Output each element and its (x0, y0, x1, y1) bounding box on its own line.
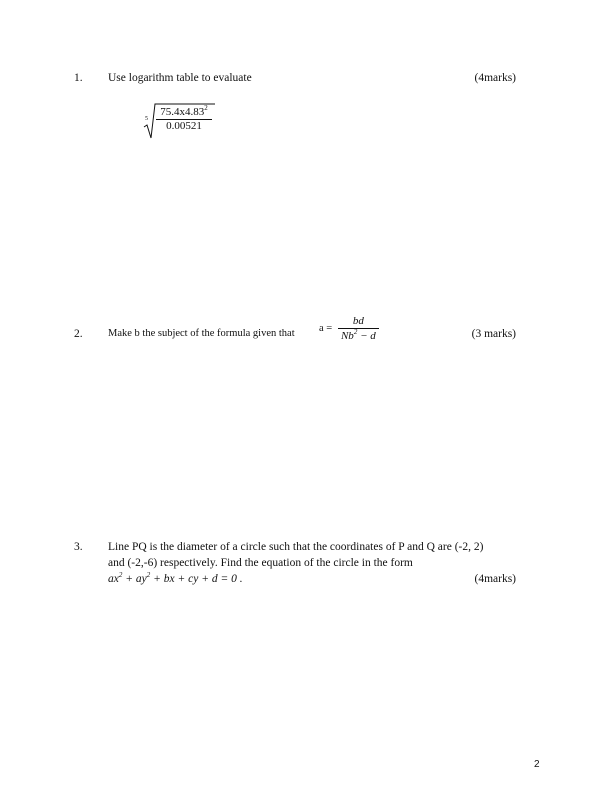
question-marks: (4marks) (474, 573, 516, 585)
question-number: 2. (74, 328, 83, 340)
page-number: 2 (534, 759, 540, 770)
question-text: Make b the subject of the formula given that (108, 328, 295, 339)
exponent: 2 (146, 571, 151, 579)
formula-lhs: a = (319, 323, 333, 334)
denominator: 0.00521 (166, 120, 202, 132)
circle-equation (108, 573, 243, 585)
question-number: 1. (74, 72, 83, 84)
eq-part: + ay (122, 573, 147, 585)
eq-part: + bx + cy + d = 0 . (150, 573, 243, 585)
root-index: 5 (145, 116, 148, 122)
question-line: Line PQ is the diameter of a circle such that the coordinates of P and Q are (-2, 2) (108, 541, 484, 553)
formula-denominator: Nb (340, 330, 354, 342)
question-marks: (3 marks) (471, 328, 516, 340)
eq-part: ax (108, 573, 119, 585)
exponent: 2 (118, 571, 123, 579)
radical-sign-icon (143, 103, 157, 139)
numerator: 75.4x4.83 (160, 106, 205, 118)
question-number: 3. (74, 541, 83, 553)
question-marks: (4marks) (474, 72, 516, 84)
formula-numerator: bd (338, 315, 379, 329)
formula (319, 315, 379, 342)
numerator-exponent: 2 (204, 104, 208, 112)
question-line: and (-2,-6) respectively. Find the equation of the circle in the form (108, 557, 413, 569)
exponent: 2 (353, 328, 358, 336)
question-text: Use logarithm table to evaluate (108, 72, 252, 84)
formula-denominator-rest: − d (357, 330, 376, 342)
